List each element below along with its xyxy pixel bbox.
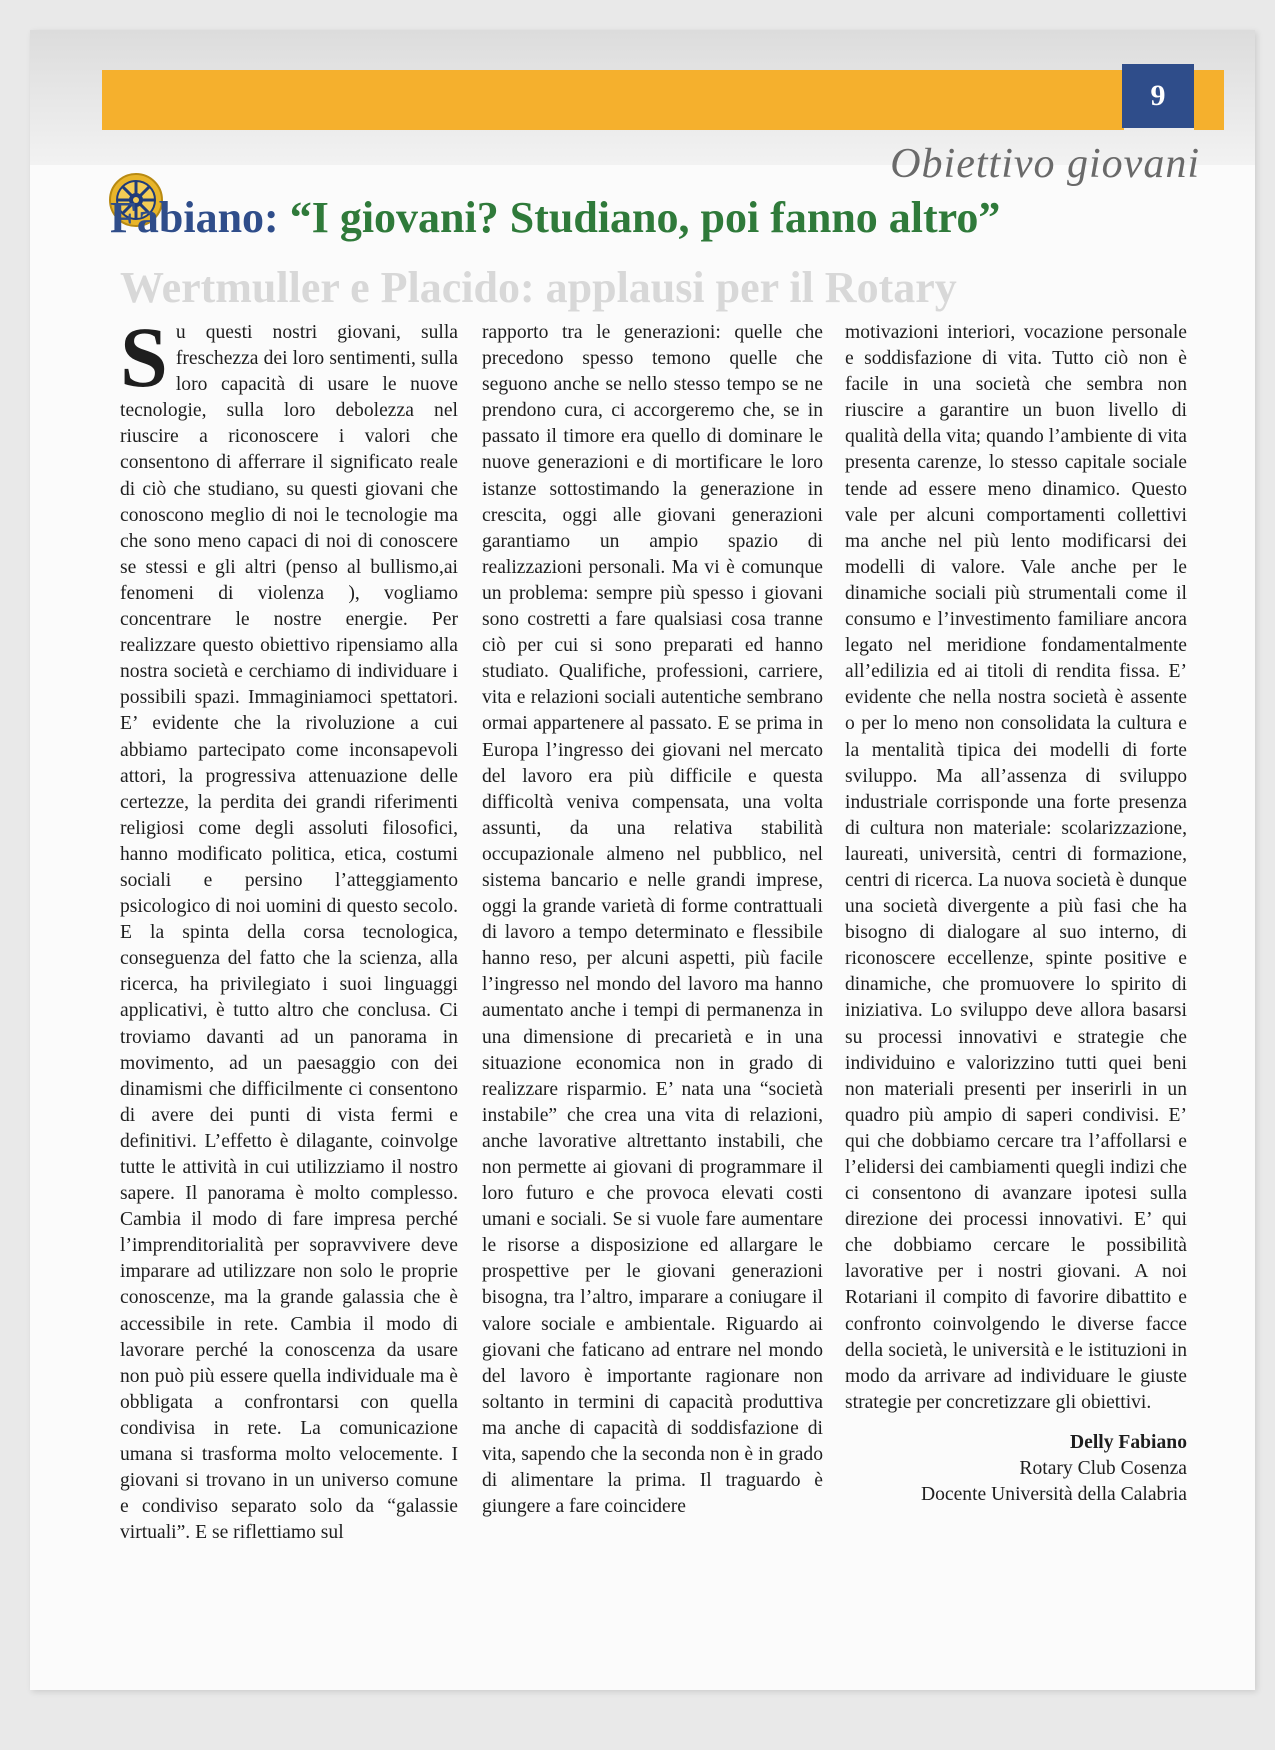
article-column-3 [845,320,1187,1508]
author-club: Rotary Club Cosenza [1019,1457,1187,1479]
article-headline [110,192,1190,243]
column-2-text: rapporto tra le generazioni: quelle che precedono spesso temono quelle che seguono anche se nello stesso tempo se ne prendono cura, ci accorgeremo che, se in passato il timore era quello di dominare le nuove generazioni e di mortificare le loro istanze sottostimando la generazione in crescita, oggi alle giovani generazioni garantiamo un ampio spazio di realizzazioni personali. Ma vi è comunque un problema: sempre più spesso i giovani sono costretti a fare qualsiasi cosa tranne ciò per cui si sono preparati ed hanno studiato. Qualifiche, professioni, carriere, vita e relazioni sociali autentiche sembrano ormai appartenere al passato. E se prima in Europa l’ingresso dei giovani nel mercato del lavoro era più difficile e questa difficoltà veniva compensata, una volta assunti, da una relativa stabilità occupazionale almeno nel pubblico, nel sistema bancario e nelle grandi imprese, oggi la grande varietà di forme contrattuali di lavoro a tempo determinato e flessibile hanno reso, per alcuni aspetti, più facile l’ingresso nel mondo del lavoro ma hanno aumentato anche i tempi di permanenza in una dimensione di precarietà e in una situazione economica non in grado di realizzare risparmio. E’ nata una “società instabile” che crea una vita di relazioni, anche lavorative altrettanto instabili, che non permette ai giovani di programmare il loro futuro e che provoca elevati costi umani e sociali. Se si vuole fare aumentare le risorse a disposizione ed allargare le prospettive per le giovani generazioni bisogna, tra l’altro, imparare a coniugare il valore sociale e ambientale. Riguardo ai giovani che faticano ad entrare nel mondo del lavoro è importante ragionare non soltanto in termini di capacità produttiva ma anche di capacità di soddisfazione di vita, sapendo che la seconda non è in grado di alimentare la prima. Il traguardo è giungere a fare coincidere [482,322,823,1518]
column-3-text: motivazioni interiori, vocazione personale e soddisfazione di vita. Tutto ciò non è facile in una società che sembra non riuscire a garantire un buon livello di qualità della vita; quando l’ambiente di vita presenta carenze, lo stesso capitale sociale tende ad essere meno dinamico. Questo vale per alcuni comportamenti collettivi ma anche nel più lento modificarsi dei modelli di valore. Vale anche per le dinamiche sociali più strumentali come il consumo e l’investimento familiare ancora legato nel meridione fondamentalmente all’edilizia ed ai titoli di rendita fissa. E’ evidente che nella nostra società è assente o per lo meno non consolidata la cultura e la mentalità tipica dei modelli di forte sviluppo. Ma all’assenza di sviluppo industriale corrisponde una forte presenza di cultura non materiale: scolarizzazione, laureati, università, centri di formazione, centri di ricerca. La nuova società è dunque una società divergente a più fasi che ha bisogno di dialogare al suo interno, di riconoscere eccellenze, spinte positive e dinamiche, che promuovere lo spirito di iniziativa. Lo sviluppo deve allora basarsi su processi innovativi e strategie che individuino e valorizzino tutti quei beni non materiali presenti per inserirli in un quadro più ampio di saperi condivisi. E’ qui che dobbiamo cercare tra l’affollarsi e l’elidersi dei cambiamenti quegli indizi che ci consentono di avanzare ipotesi sulla direzione dei processi innovativi. E’ qui che dobbiamo cercare le possibilità lavorative per i nostri giovani. A noi Rotariani il compito di favorire dibattito e confronto coinvolgendo le diverse facce della società, le università e le istituzioni in modo da arrivare ad individuare le giuste strategie per concretizzare gli obiettivi. [845,322,1187,1413]
header-band-end [1194,70,1224,130]
article-column-1 [120,309,458,1546]
section-title: Obiettivo giovani [890,141,1200,187]
headline-name: Fabiano: [110,193,279,242]
article-column-2 [482,320,823,1520]
page-number: 9 [1122,64,1194,128]
column-1-text: u questi nostri giovani, sulla freschezza dei loro sentimenti, sulla loro capacità di usare le nuove tecnologie, sulla loro debolezza nel riuscire a riconoscere i valori che consentono di afferrare il significato reale di ciò che studiano, su questi giovani che conoscono meglio di noi le tecnologie ma che sono meno capaci di noi di conoscere se stessi e gli altri (penso al bullismo,ai fenomeni di violenza ), vogliamo concentrare le nostre energie. Per realizzare questo obiettivo ripensiamo alla nostra società e cerchiamo di individuare i possibili spazi. Immaginiamoci spettatori. E’ evidente che la rivoluzione a cui abbiamo partecipato come inconsapevoli attori, la progressiva attenuazione delle certezze, la perdita dei grandi riferimenti religiosi come degli assoluti filosofici, hanno modificato politica, etica, costumi sociali e persino l’atteggiamento psicologico di noi uomini di questo secolo. E la spinta della corsa tecnologica, conseguenza del fatto che la scienza, alla ricerca, ha privilegiato i suoi linguaggi applicativi, è tutto altro che conclusa. Ci troviamo davanti ad un panorama in movimento, ad un paesaggio con dei dinamismi che difficilmente ci consentono di avere dei punti di vista fermi e definitivi. L’effetto è dilagante, coinvolge tutte le attività in cui utilizziamo il nostro sapere. Il panorama è molto complesso. Cambia il modo di fare impresa perché l’imprenditorialità per sopravvivere deve imparare ad utilizzare non solo le proprie conoscenze, ma la grande galassia che è accessibile in rete. Cambia il modo di lavorare perché la conoscenza da usare non può più essere quella individuale ma è obbligata a confrontarsi con quella condivisa in rete. La comunicazione umana si trasforma molto velocemente. I giovani si trovano in un universo comune e condiviso separato solo da “galassie virtuali”. E se riflettiamo sul [120,322,458,1544]
header-band [102,70,1124,130]
bleed-through-text: Wertmuller e Placido: applausi per il Rotary [120,263,957,312]
author-role: Docente Università della Calabria [920,1483,1187,1505]
headline-quote: “I giovani? Studiano, poi fanno altro” [289,193,1001,242]
author-name: Delly Fabiano [1069,1431,1187,1453]
author-signature [845,1430,1187,1508]
drop-cap: S [120,309,168,405]
